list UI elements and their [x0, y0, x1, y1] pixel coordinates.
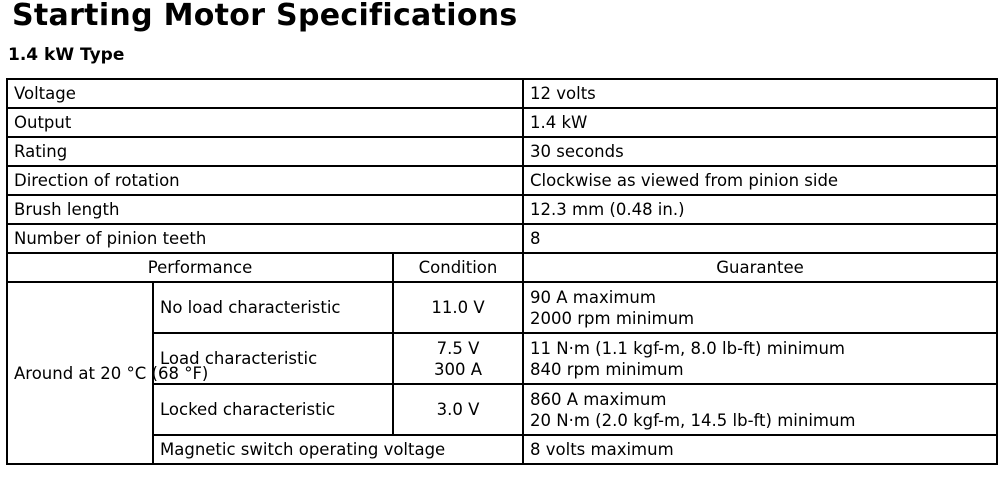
spec-label: Number of pinion teeth: [7, 224, 523, 253]
temperature-label: Around at 20 °C (68 °F): [7, 282, 153, 464]
section-subtitle: 1.4 kW Type: [8, 45, 125, 65]
spec-table: [6, 78, 998, 465]
condition-cell: [393, 384, 523, 435]
spec-value: 12 volts: [523, 79, 997, 108]
spec-label: Voltage: [7, 79, 523, 108]
guarantee-cell: [523, 282, 997, 333]
guarantee-value: 840 rpm minimum: [530, 359, 684, 379]
condition-value: 3.0 V: [436, 400, 480, 419]
guarantee-value: 2000 rpm minimum: [530, 308, 695, 328]
spec-value: 8: [523, 224, 997, 253]
magnetic-switch-value: 8 volts maximum: [523, 435, 997, 464]
guarantee-value: 860 A maximum: [530, 389, 667, 409]
spec-value: 1.4 kW: [523, 108, 997, 137]
characteristic-label: Load characteristic: [153, 333, 393, 384]
guarantee-cell: [523, 333, 997, 384]
magnetic-switch-label: Magnetic switch operating voltage: [153, 435, 523, 464]
condition-cell: [393, 333, 523, 384]
table-row: [7, 108, 997, 137]
condition-value: 11.0 V: [431, 298, 485, 317]
page-title: Starting Motor Specifications: [12, 0, 518, 33]
characteristic-label: No load characteristic: [153, 282, 393, 333]
condition-header: Condition: [393, 253, 523, 282]
spec-label: Rating: [7, 137, 523, 166]
table-row: [7, 137, 997, 166]
guarantee-header: Guarantee: [523, 253, 997, 282]
table-row: [7, 195, 997, 224]
guarantee-value: 20 N·m (2.0 kgf-m, 14.5 lb-ft) minimum: [530, 410, 856, 430]
characteristic-label: Locked characteristic: [153, 384, 393, 435]
guarantee-cell: [523, 384, 997, 435]
table-row: [7, 384, 997, 435]
table-row: [7, 282, 997, 333]
spec-value: Clockwise as viewed from pinion side: [523, 166, 997, 195]
guarantee-value: 11 N·m (1.1 kgf-m, 8.0 lb-ft) minimum: [530, 338, 846, 358]
spec-label: Direction of rotation: [7, 166, 523, 195]
table-row: [7, 166, 997, 195]
table-header-row: [7, 253, 997, 282]
table-row: [7, 435, 997, 464]
spec-value: 30 seconds: [523, 137, 997, 166]
guarantee-value: 90 A maximum: [530, 287, 656, 307]
spec-label: Output: [7, 108, 523, 137]
spec-label: Brush length: [7, 195, 523, 224]
table-row: [7, 224, 997, 253]
performance-header: Performance: [7, 253, 393, 282]
condition-cell: [393, 282, 523, 333]
table-row: [7, 79, 997, 108]
spec-value: 12.3 mm (0.48 in.): [523, 195, 997, 224]
condition-value: 7.5 V: [436, 338, 480, 358]
condition-value: 300 A: [433, 359, 483, 379]
